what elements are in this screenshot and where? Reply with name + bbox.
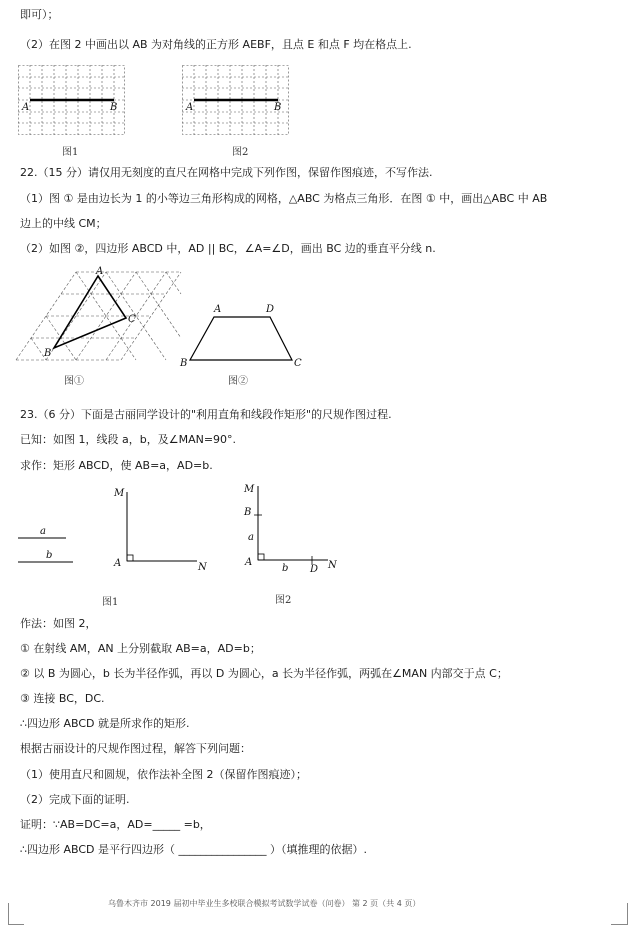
point-a-label: A: [186, 102, 194, 113]
q22-fig1-caption: 图①: [64, 376, 84, 387]
point-b-label: B: [244, 507, 252, 518]
crop-mark: [8, 903, 9, 925]
segment-a-label: a: [248, 532, 254, 543]
point-b-label: B: [274, 102, 282, 113]
q23-prompt: 根据古丽设计的尺规作图过程，解答下列问题：: [20, 742, 251, 755]
q23-question1: （1）使用直尺和圆规，依作法补全图 2（保留作图痕迹）；: [20, 768, 307, 781]
point-d-label: D: [266, 304, 275, 315]
point-b-label: B: [110, 102, 118, 113]
point-b-label: B: [180, 358, 188, 369]
q23-figure2-construction: [240, 482, 350, 577]
q22-part1-line2: 边上的中线 CM；: [20, 217, 107, 230]
point-a-label: A: [214, 304, 222, 315]
q23-find: 求作：矩形 ABCD，使 AB=a，AD=b.: [20, 459, 213, 472]
q21-fig1-caption: 图1: [62, 147, 79, 158]
q22-part2-text: （2）如图 ②，四边形 ABCD 中，AD || BC，∠A=∠D，画出 BC 边的垂直平分线 n.: [20, 242, 436, 255]
q21-figure1-grid: [18, 65, 128, 137]
q21-figure2-grid: [182, 65, 292, 137]
q22-part1-line1: （1）图 ① 是由边长为 1 的小等边三角形构成的网格，△ABC 为格点三角形．在图 ① 中，画出△ABC 中 AB: [20, 192, 548, 205]
point-b-label: B: [44, 348, 52, 359]
segment-b-label: b: [282, 563, 289, 574]
q23-conclusion: ∴四边形 ABCD 就是所求作的矩形.: [20, 717, 190, 730]
point-m-label: M: [114, 488, 125, 499]
point-n-label: N: [198, 562, 207, 573]
q23-step2: ② 以 B 为圆心，b 长为半径作弧，再以 D 为圆心，a 长为半径作弧，两弧在∠MAN 内部交于点 C；: [20, 667, 508, 680]
q21-part2-text: （2）在图 2 中画出以 AB 为对角线的正方形 AEBF，且点 E 和点 F 均在格点上.: [20, 38, 412, 51]
q22-heading: 22.（15 分）请仅用无刻度的直尺在网格中完成下列作图，保留作图痕迹，不写作法.: [20, 166, 433, 179]
q23-step1: ① 在射线 AM，AN 上分别截取 AB=a，AD=b；: [20, 642, 261, 655]
right-angle-mark: [258, 554, 264, 560]
crop-mark: [611, 924, 627, 925]
q22-fig2-caption: 图②: [228, 376, 248, 387]
q23-fig2-caption: 图2: [275, 595, 292, 606]
q23-proof-line2: ∴四边形 ABCD 是平行四边形（ ________________ ）（填推理的依据）.: [20, 843, 368, 856]
q23-step3: ③ 连接 BC，DC.: [20, 692, 105, 705]
point-a-label: A: [114, 558, 122, 569]
q23-proof-line1: 证明：∵AB=DC=a，AD=_____ =b，: [20, 818, 211, 831]
q22-triangle-grid: [16, 268, 186, 368]
q23-fig1-caption: 图1: [102, 597, 119, 608]
point-n-label: N: [328, 560, 337, 571]
point-c-label: C: [128, 314, 136, 325]
page-footer: 乌鲁木齐市 2019 届初中毕业生多校联合模拟考试数学试卷（问卷） 第 2 页（共 4 页）: [108, 899, 421, 908]
point-d-label: D: [310, 564, 319, 575]
q23-known: 已知：如图 1，线段 a，b，及∠MAN=90°.: [20, 433, 237, 446]
point-a-label: A: [22, 102, 30, 113]
point-m-label: M: [244, 484, 255, 495]
triangle-abc: [54, 276, 126, 348]
crop-mark: [8, 924, 24, 925]
q21-fig2-caption: 图2: [232, 147, 249, 158]
q23-heading: 23.（6 分）下面是古丽同学设计的"利用直角和线段作矩形"的尺规作图过程.: [20, 408, 392, 421]
point-a-label: A: [96, 266, 104, 277]
q23-figure1-angle: [112, 484, 212, 574]
crop-mark: [627, 903, 628, 925]
segment-b-label: b: [46, 550, 53, 561]
trapezoid-abcd: [190, 317, 292, 360]
point-a-label: A: [245, 557, 253, 568]
point-c-label: C: [294, 358, 302, 369]
segment-a-label: a: [40, 526, 46, 537]
q21-continuation-text: 即可）；: [20, 8, 59, 21]
q23-method-title: 作法：如图 2，: [20, 617, 97, 630]
right-angle-mark: [127, 555, 133, 561]
q23-question2: （2）完成下面的证明.: [20, 793, 130, 806]
q22-trapezoid: [176, 300, 306, 370]
q23-segments: [18, 522, 78, 572]
